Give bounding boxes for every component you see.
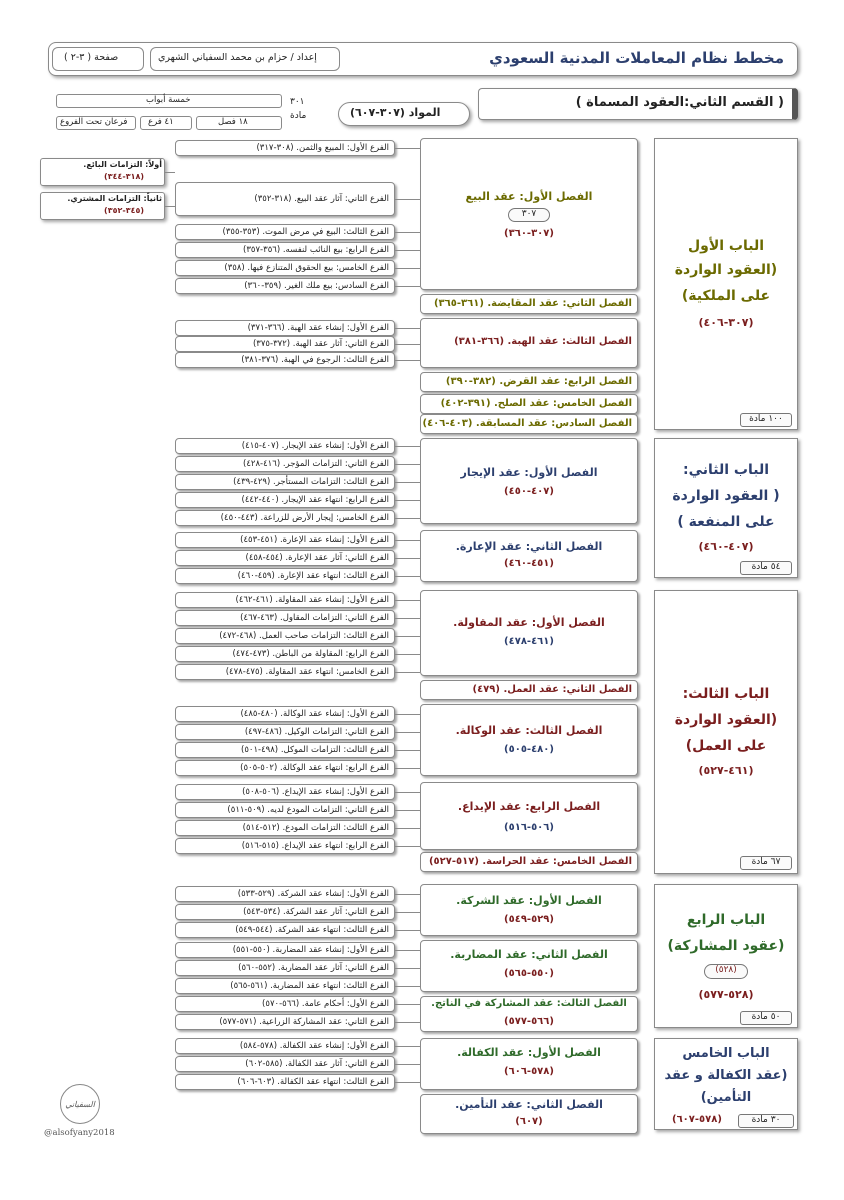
chapter-range: (٤٥١-٤٦٠) [504,558,554,569]
part-subtitle: (عقد الكفالة و عقد [664,1068,788,1083]
branch-item: الفرع الثاني: آثار عقد الشركة. (٥٣٤-٥٤٣) [175,904,395,920]
part-subtitle: على المنفعة ) [677,514,775,530]
summary-parts: خمسة أبواب [146,95,191,105]
branch-item: الفرع الرابع: انتهاء عقد الوكالة. (٥٠٢-٥٠٥) [175,760,395,776]
connector-line [395,828,420,829]
page-title: مخطط نظام المعاملات المدنية السعودي [489,49,784,67]
branch-item: الفرع الأول: إنشاء عقد الشركة. (٥٢٩-٥٣٣) [175,886,395,902]
connector-line [395,558,420,559]
chapter-label: الفصل الثالث: عقد الوكالة. [455,724,603,737]
connector-line [395,600,420,601]
part-range: (٤٦١-٥٢٧) [698,764,754,777]
branch-item: الفرع الخامس: انتهاء عقد المقاولة. (٤٧٥-٤٧٨) [175,664,395,680]
part-range: (٤٠٧-٤٦٠) [698,540,754,553]
branch-item: الفرع الثاني: عقد المشاركة الزراعية. (٥٧١-٥٧٧) [175,1014,395,1030]
summary-branches: ٤١ فرع [148,117,174,127]
author-label: إعداد / حزام بن محمد السفياني الشهري [158,52,317,63]
part-range: (٣٠٧-٤٠٦) [698,316,754,329]
chapter-label: الفصل الخامس: عقد الصلح. (٣٩١-٤٠٢) [440,398,632,409]
chapter-label: الفصل الأول: عقد الإيجار [460,466,598,479]
branch-item: الفرع السادس: بيع ملك الغير. (٣٥٩-٣٦٠) [175,278,395,294]
branch-item: الفرع الثالث: التزامات صاحب العمل. (٤٦٨-٤٧٢) [175,628,395,644]
chapter-range: (٥٦٦-٥٧٧) [504,1016,554,1027]
connector-line [395,810,420,811]
part-badge-text: (٥٢٨) [715,965,737,975]
branch-item: الفرع الثاني: التزامات المؤجر. (٤١٦-٤٢٨) [175,456,395,472]
side-note-seller-range: (٣١٨-٣٤٤) [104,172,144,181]
connector-line [395,148,420,149]
chapter-box [420,590,638,676]
chapter-label: الفصل الأول: عقد الكفالة. [457,1046,601,1059]
chapter-range: (٤٨٠-٥٠٥) [504,744,554,755]
branch-item: الفرع الرابع: بيع النائب لنفسه. (٣٥٦-٣٥٧) [175,242,395,258]
branch-item: الفرع الثاني: آثار عقد الكفالة. (٥٨٥-٦٠٢) [175,1056,395,1072]
connector-line [395,950,420,951]
connector-line [395,1022,420,1023]
article-count-label: مادة [290,111,307,121]
chapter-range: (٦٠٧) [515,1116,543,1127]
chapter-label: الفصل الثالث: عقد المشاركة في الناتج. [431,998,627,1009]
part-count-badge [740,561,792,575]
chapter-label: الفصل الثاني: عقد العمل. (٤٧٩) [472,684,632,695]
part-subtitle: على العمل) [685,738,767,754]
branch-item: الفرع الأول: إنشاء عقد المقاولة. (٤٦١-٤٦٢) [175,592,395,608]
footer-handle: @alsofyany2018 [44,1128,115,1138]
chapter-label: الفصل الخامس: عقد الحراسة. (٥١٧-٥٢٧) [428,856,632,867]
chapter-label: الفصل الرابع: عقد القرض. (٣٨٢-٣٩٠) [445,376,632,387]
side-note-buyer-range: (٣٤٥-٣٥٢) [104,206,144,215]
connector-line [395,576,420,577]
connector-line [395,1046,420,1047]
part-count-badge [740,856,792,870]
part-count: ٥٠ مادة [751,1012,781,1022]
connector-line [395,986,420,987]
chapter-box [420,530,638,582]
chapter-label: الفصل الأول: عقد البيع [465,190,593,203]
part-subtitle: ( العقود الواردة [672,488,780,504]
branch-item: الفرع الثاني: التزامات المودع لديه. (٥٠٩-٥١١) [175,802,395,818]
branch-item: الفرع الأول: إنشاء عقد الإيجار. (٤٠٧-٤١٥) [175,438,395,454]
branch-item: الفرع الأول: أحكام عامة. (٥٦٦-٥٧٠) [175,996,395,1012]
branch-item: الفرع الأول: إنشاء عقد الإعارة. (٤٥١-٤٥٣) [175,532,395,548]
connector-line [395,360,420,361]
connector-line [395,1064,420,1065]
connector-line [395,912,420,913]
chapter-range: (٤٦١-٤٧٨) [504,636,554,647]
branch-item: الفرع الرابع: المقاولة من الباطن. (٤٧٣-٤٧٤) [175,646,395,662]
branch-item: الفرع الثالث: التزامات الموكل. (٤٩٨-٥٠١) [175,742,395,758]
connector-line [395,846,420,847]
part-box [654,590,798,874]
connector-line [395,446,420,447]
chapter-box [420,782,638,850]
branch-item: الفرع الثاني: آثار عقد الإعارة. (٤٥٤-٤٥٨) [175,550,395,566]
chapter-badge [508,208,550,222]
connector-line [395,464,420,465]
connector-line [395,250,420,251]
branch-item: الفرع الأول: إنشاء عقد الكفالة. (٥٧٨-٥٨٤) [175,1038,395,1054]
branch-item: الفرع الثالث: انتهاء عقد المضاربة. (٥٦١-٥٦٥) [175,978,395,994]
branch-item: الفرع الأول: إنشاء عقد الهبة. (٣٦٦-٣٧١) [175,320,395,336]
connector-line [395,792,420,793]
connector-line [395,518,420,519]
connector-line [395,732,420,733]
connector-line [395,500,420,501]
chapter-label: الفصل الثاني: عقد المضاربة. [450,948,608,961]
chapter-range: (٥٧٨-٦٠٦) [504,1066,554,1077]
part-subtitle: (العقود الواردة [674,712,778,728]
branch-item: الفرع الخامس: إيجار الأرض للزراعة. (٤٤٣-٤٥٠) [175,510,395,526]
branch-item: الفرع الأول: إنشاء عقد الإيداع. (٥٠٦-٥٠٨) [175,784,395,800]
branch-item: الفرع الأول: المبيع والثمن. (٣٠٨-٣١٧) [175,140,395,156]
part-count-badge [740,413,792,427]
chapter-box [420,884,638,936]
connector-line [395,930,420,931]
connector-line [395,482,420,483]
part-title: الباب الثاني: [682,462,770,478]
part-badge [704,964,748,979]
part-count: ٥٤ مادة [751,562,781,572]
chapter-label: الفصل السادس: عقد المسابقة. (٤٠٣-٤٠٦) [422,418,632,429]
part-title: الباب الرابع [686,912,766,928]
branch-item: الفرع الأول: إنشاء عقد المضاربة. (٥٥٠-٥٥١) [175,942,395,958]
articles-range: المواد (٣٠٧-٦٠٧) [350,106,441,119]
side-note-buyer-label: ثانياً: التزامات المشتري. [67,194,162,203]
signature-text: السفياني [65,1099,95,1109]
chapter-range: (٤٠٧-٤٥٠) [504,486,554,497]
part-subtitle: على الملكية) [681,288,771,304]
chapter-badge-text: ٣٠٧ [521,209,537,219]
part-title: الباب الثالث: [682,686,770,702]
chapter-range: (٥٢٩-٥٤٩) [504,914,554,925]
part-count: ١٠٠ مادة [749,414,783,424]
connector-line [395,618,420,619]
part-box [654,884,798,1028]
connector-line [165,172,175,173]
chapter-range: (٣٠٧-٣٦٠) [504,228,554,239]
part-range: (٥٢٨-٥٧٧) [698,988,754,1001]
connector-line [395,268,420,269]
part-count: ٣٠ مادة [751,1115,781,1125]
connector-line [395,894,420,895]
chapter-label: الفصل الأول: عقد المقاولة. [453,616,605,629]
chapter-label: الفصل الثاني: عقد المقايضة. (٣٦١-٣٦٥) [433,298,632,309]
article-count-num: ٣٠١ [290,97,305,107]
branch-item: الفرع الثالث: انتهاء عقد الكفالة. (٦٠٣-٦٠٦) [175,1074,395,1090]
part-range: (٥٧٨-٦٠٧) [672,1114,722,1125]
part-title: الباب الأول [687,238,765,254]
part-box [654,138,798,430]
branch-item: الفرع الرابع: انتهاء عقد الإيداع. (٥١٥-٥١٦) [175,838,395,854]
connector-line [395,750,420,751]
branch-item: الفرع الثالث: انتهاء عقد الإعارة. (٤٥٩-٤٦٠) [175,568,395,584]
branch-item: الفرع الثاني: آثار عقد المضاربة. (٥٥٢-٥٦٠) [175,960,395,976]
connector-line [395,344,420,345]
branch-item: الفرع الثاني: آثار عقد الهبة. (٣٧٢-٣٧٥) [175,336,395,352]
signature-seal [60,1084,100,1124]
part-subtitle: (عقود المشاركة) [667,938,785,954]
connector-line [395,1082,420,1083]
part-title: الباب الخامس [682,1046,770,1061]
summary-sub: فرعان تحت الفروع [60,117,128,127]
branch-item: الفرع الثاني: التزامات الوكيل. (٤٨٦-٤٩٧) [175,724,395,740]
branch-item: الفرع الثالث: التزامات المودع. (٥١٢-٥١٤) [175,820,395,836]
connector-line [395,968,420,969]
branch-item: الفرع الثالث: الرجوع في الهبة. (٣٧٦-٣٨١) [175,352,395,368]
part-count-badge [740,1011,792,1025]
chapter-range: (٥٥٠-٥٦٥) [504,968,554,979]
section-title: ( القسم الثاني:العقود المسماة ) [575,95,784,110]
connector-line [165,206,175,207]
branch-item: الفرع الرابع: انتهاء عقد الإيجار. (٤٤٠-٤٤٢) [175,492,395,508]
chapter-label: الفصل الثالث: عقد الهبة. (٣٦٦-٣٨١) [454,336,632,347]
page-number: صفحة ( ٣-٢ ) [64,52,119,63]
chapter-box [420,704,638,776]
branch-item: الفرع الثالث: انتهاء عقد الشركة. (٥٤٤-٥٤٩) [175,922,395,938]
part-count-badge [738,1114,794,1128]
connector-line [395,199,420,200]
branch-item: الفرع الأول: إنشاء عقد الوكالة. (٤٨٠-٤٨٥) [175,706,395,722]
connector-line [395,1004,420,1005]
part-subtitle: (العقود الواردة [674,262,778,278]
side-note-seller-label: أولاً: التزامات البائع. [83,160,162,169]
connector-line [395,286,420,287]
branch-item: الفرع الثالث: البيع في مرض الموت. (٣٥٣-٣٥٥) [175,224,395,240]
chapter-label: الفصل الثاني: عقد الإعارة. [455,540,603,553]
branch-item: الفرع الثاني: التزامات المقاول. (٤٦٣-٤٦٧) [175,610,395,626]
part-subtitle: التأمين) [700,1090,752,1105]
connector-line [395,672,420,673]
connector-line [395,654,420,655]
connector-line [395,540,420,541]
chapter-label: الفصل الأول: عقد الشركة. [456,894,602,907]
chapter-box [420,438,638,524]
summary-chapters: ١٨ فصل [218,117,248,127]
chapter-range: (٥٠٦-٥١٦) [504,822,554,833]
connector-line [395,636,420,637]
connector-line [395,328,420,329]
branch-item: الفرع الخامس: بيع الحقوق المتنازع فيها. (٣٥٨) [175,260,395,276]
connector-line [395,714,420,715]
connector-line [395,232,420,233]
branch-item: الفرع الثاني: آثار عقد البيع. (٣١٨-٣٥٢) [175,182,395,216]
chapter-label: الفصل الثاني: عقد التأمين. [455,1098,603,1111]
part-box [654,438,798,578]
connector-line [395,768,420,769]
chapter-label: الفصل الرابع: عقد الإيداع. [457,800,601,813]
part-count: ٦٧ مادة [751,857,781,867]
branch-item: الفرع الثالث: التزامات المستأجر. (٤٢٩-٤٣٩) [175,474,395,490]
